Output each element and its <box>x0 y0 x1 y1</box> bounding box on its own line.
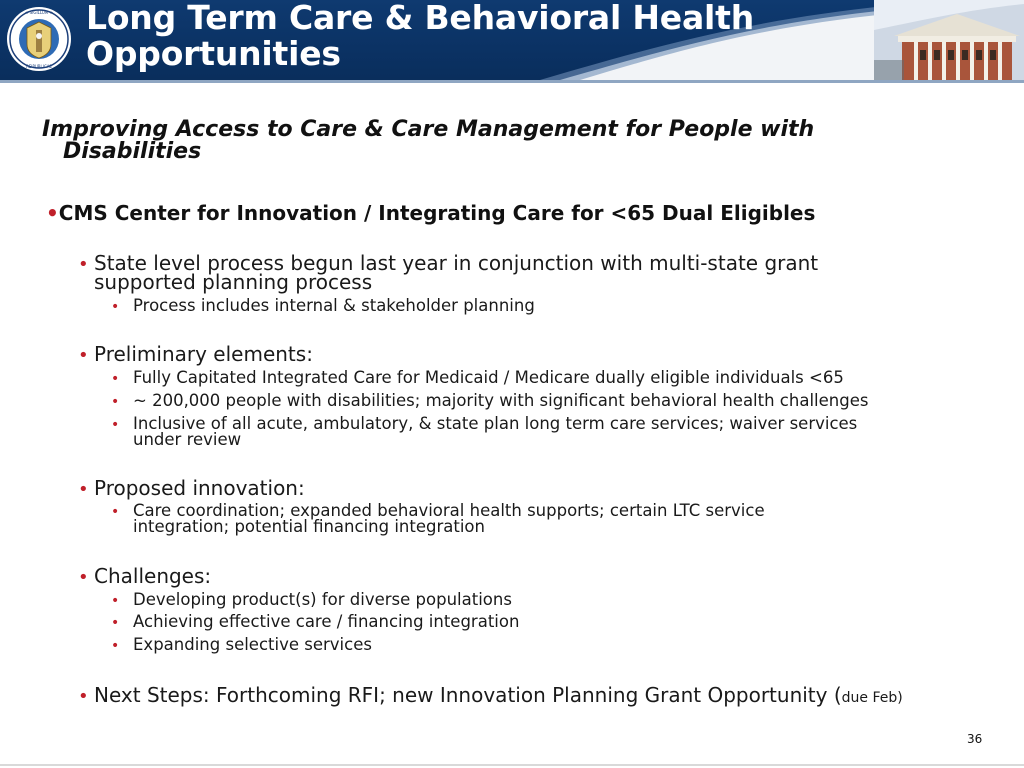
preliminary-sub-3-line-1: Inclusive of all acute, ambulatory, & state plan long term care services; waiver services <box>133 414 858 433</box>
subtitle-line-1: Improving Access to Care & Care Management for People with <box>42 117 815 142</box>
next-steps-due: due Feb) <box>841 690 903 706</box>
footer-divider <box>0 764 1024 766</box>
sub-bullet-challenges-2 <box>111 614 519 631</box>
bullet-icon: • <box>78 686 89 707</box>
bullet-icon: • <box>46 201 59 225</box>
subtitle-line-2: Disabilities <box>63 139 202 164</box>
innovation-sub-1-line-1: Care coordination; expanded behavioral health supports; certain LTC service <box>133 501 765 520</box>
bullet-icon: • <box>78 254 89 275</box>
process-line-1: State level process begun last year in conjunction with multi-state grant <box>94 251 819 275</box>
process-sub-1: Process includes internal & stakeholder planning <box>133 296 535 315</box>
slide-header <box>0 0 1024 80</box>
process-line-2: supported planning process <box>94 270 373 294</box>
bullet-challenges <box>78 564 212 588</box>
bullet-icon: • <box>111 299 120 315</box>
sub-bullet-challenges-3 <box>111 637 372 654</box>
state-seal-icon <box>6 6 72 72</box>
bullet-next-steps <box>78 683 903 708</box>
svg-text:REIPUBLICAE: REIPUBLICAE <box>25 64 53 69</box>
sub-bullet-challenges-1 <box>111 592 512 609</box>
bullet-icon: • <box>78 479 89 500</box>
innovation-sub-1-line-2: integration; potential financing integration <box>133 517 485 536</box>
bullet-icon: • <box>111 504 120 520</box>
preliminary-sub-2: ~ 200,000 people with disabilities; majority with significant behavioral health challenges <box>133 391 869 410</box>
bullet-icon: • <box>111 638 120 654</box>
challenges-sub-2: Achieving effective care / financing integration <box>133 612 520 631</box>
preliminary-sub-3-line-2: under review <box>133 430 242 449</box>
challenges-sub-3: Expanding selective services <box>133 635 372 654</box>
next-steps-text: Next Steps: Forthcoming RFI; new Innovation Planning Grant Opportunity ( <box>94 683 842 707</box>
page-number: 36 <box>967 732 983 746</box>
bullet-icon: • <box>111 371 120 387</box>
state-house-image <box>874 0 1024 80</box>
bullet-icon: • <box>111 593 120 609</box>
header-divider <box>0 80 1024 83</box>
slide-subtitle <box>42 119 942 163</box>
preliminary-heading: Preliminary elements: <box>94 342 313 366</box>
bullet-icon: • <box>111 615 120 631</box>
sub-bullet-process <box>111 298 535 315</box>
bullet-icon: • <box>78 567 89 588</box>
bullet-preliminary <box>78 342 313 366</box>
innovation-heading: Proposed innovation: <box>94 476 305 500</box>
main-bullet-text: CMS Center for Innovation / Integrating Care for <65 Dual Eligibles <box>58 201 816 225</box>
sub-bullet-preliminary-3 <box>111 416 857 448</box>
challenges-sub-1: Developing product(s) for diverse populations <box>133 590 512 609</box>
sub-bullet-innovation <box>111 503 765 535</box>
svg-text:★ SIGILLUM ★: ★ SIGILLUM ★ <box>24 10 54 15</box>
slide-title: Long Term Care & Behavioral Health Opportunities <box>86 0 755 73</box>
sub-bullet-preliminary-1 <box>111 370 844 387</box>
bullet-icon: • <box>111 394 120 410</box>
challenges-heading: Challenges: <box>94 564 212 588</box>
sub-bullet-preliminary-2 <box>111 393 868 410</box>
bullet-icon: • <box>111 417 120 433</box>
bullet-icon: • <box>78 345 89 366</box>
bullet-innovation <box>78 476 305 500</box>
main-bullet <box>46 201 815 225</box>
preliminary-sub-1: Fully Capitated Integrated Care for Medicaid / Medicare dually eligible individuals <65 <box>133 368 844 387</box>
bullet-process <box>78 251 819 294</box>
